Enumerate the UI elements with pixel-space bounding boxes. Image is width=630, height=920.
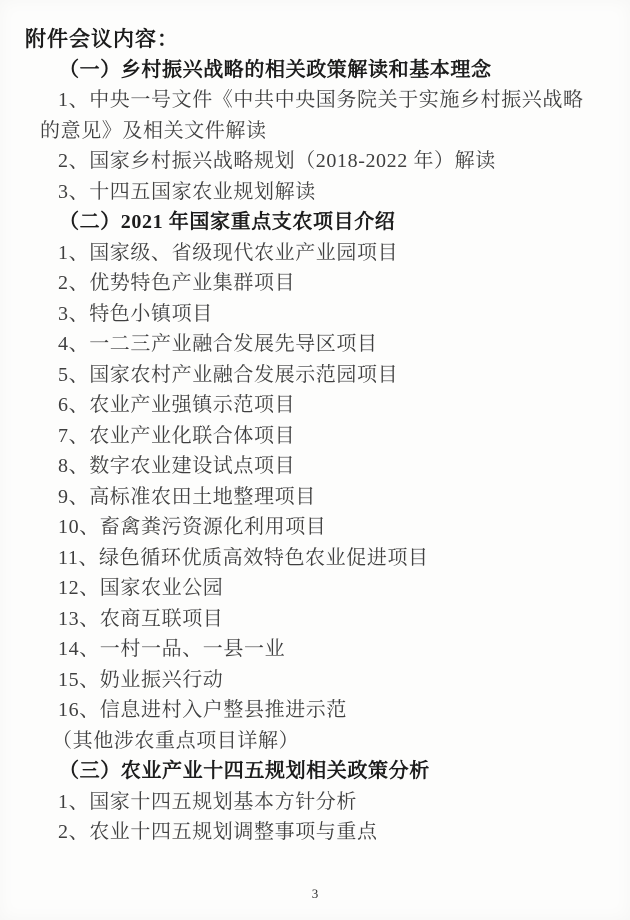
page-title: 附件会议内容： [25, 27, 179, 51]
section-2-item-5: 5、国家农村产业融合发展示范园项目 [58, 363, 399, 386]
section-2-item-9: 9、高标准农田土地整理项目 [58, 485, 316, 508]
section-2-item-16: 16、信息进村入户整县推进示范 [58, 699, 347, 721]
page-number: 3 [311, 886, 319, 901]
section-2-note: （其他涉农重点项目详解） [52, 729, 300, 752]
section-2-item-14: 14、一村一品、一县一业 [58, 638, 286, 660]
section-2-item-12: 12、国家农业公园 [58, 577, 224, 599]
section-3-item-1: 1、国家十四五规划基本方针分析 [58, 790, 357, 813]
section-1-item-1-line-1: 1、中央一号文件《中共中央国务院关于实施乡村振兴战略 [58, 89, 584, 111]
section-2-item-13: 13、农商互联项目 [58, 607, 224, 630]
section-1-heading: （一）乡村振兴战略的相关政策解读和基本理念 [59, 58, 492, 81]
section-2-item-6: 6、农业产业强镇示范项目 [58, 394, 296, 416]
section-2-item-10: 10、畜禽粪污资源化利用项目 [58, 516, 327, 538]
section-3-heading: （三）农业产业十四五规划相关政策分析 [59, 760, 430, 782]
section-2-item-2: 2、优势特色产业集群项目 [58, 272, 296, 294]
section-2-item-3: 3、特色小镇项目 [58, 302, 213, 325]
section-2-item-15: 15、奶业振兴行动 [58, 668, 224, 691]
section-1-item-2: 2、国家乡村振兴战略规划（2018-2022 年）解读 [58, 150, 496, 172]
section-2-heading: （二）2021 年国家重点支农项目介绍 [59, 211, 396, 233]
section-2-item-8: 8、数字农业建设试点项目 [58, 455, 296, 477]
section-1-item-1-line-2: 的意见》及相关文件解读 [40, 119, 267, 142]
section-2-item-1: 1、国家级、省级现代农业产业园项目 [58, 241, 399, 264]
section-2-item-4: 4、一二三产业融合发展先导区项目 [58, 333, 378, 355]
section-2-item-11: 11、绿色循环优质高效特色农业促进项目 [58, 546, 429, 569]
section-1-item-3: 3、十四五国家农业规划解读 [58, 180, 316, 203]
section-3-item-2: 2、农业十四五规划调整事项与重点 [58, 821, 378, 843]
section-2-item-7: 7、农业产业化联合体项目 [58, 424, 296, 447]
